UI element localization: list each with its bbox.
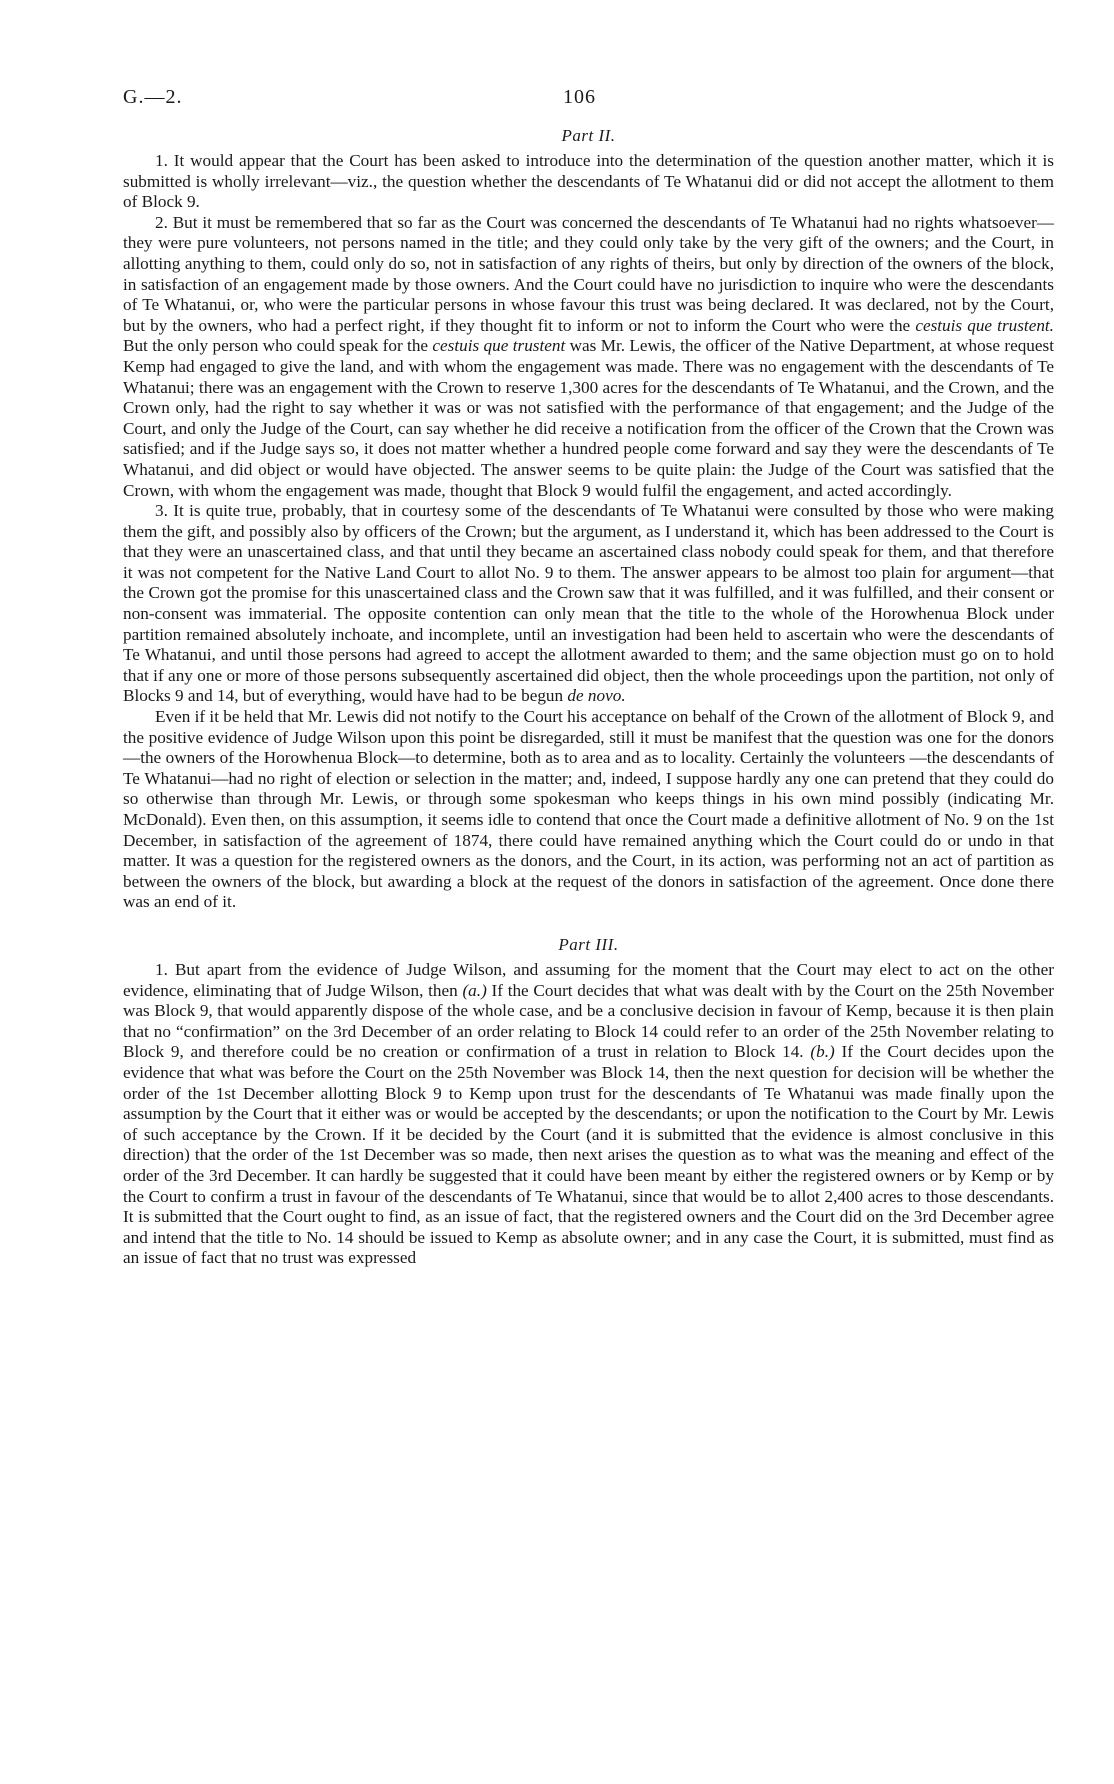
paragraph-text: If the Court decides upon the evidence that what was before the Court on the 25th November was Block 14, then the next question for decision will be whether the order of the 1st December allotting Block 9 to Kemp upon trust for the descendants of Te Whatanui was made finally upon the assumption by the Court that it either was or would be accepted by the descendants; or upon the notification to the Court by Mr. Lewis of such acceptance by the Crown. If it be decided by the Court (and it is submitted that the evidence is almost conclusive in this direction) that the order of the 1st December was so made, then next arises the question as to what was the meaning and effect of the order of the 3rd December. It can hardly be suggested that it could have been meant by either the registered owners or by Kemp or by the Court to confirm a trust in favour of the descendants of Te Whatanui, since that would be to allot 2,400 acres to those descendants. It is submitted that the Court ought to find, as an issue of fact, that the registered owners and the Court did on the 3rd December agree and intend that the title to No. 14 should be issued to Kemp as absolute owner; and in any case the Court, it is submitted, must find as an issue of fact that no trust was expressed	[123, 1042, 1054, 1268]
paragraph-text: But the only person who could speak for the	[123, 336, 433, 356]
part-two-section	[123, 126, 1054, 913]
paragraph-text: was Mr. Lewis, the officer of the Native Department, at whose request Kemp had engaged to give the land, and with whom the engagement was made. There was no engagement with the descendants of Te Whatanui; there was an engagement with the Crown to reserve 1,300 acres for the descendants of Te Whatanui, and the Crown, and the Crown only, had the right to say whether it was or was not satisfied with the performance of that engagement; and the Judge of the Court, and only the Judge of the Court, can say whether he did receive a notification from the officer of the Crown that the Crown was satisfied; and if the Judge says so, it does not matter whether a hundred people come forward and say they were the descendants of Te Whatanui, and did object or would have objected. The answer seems to be quite plain: the Judge of the Court was satisfied that the Crown, with whom the engagement was made, thought that Block 9 would fulfil the engagement, and acted accordingly.	[123, 336, 1054, 500]
part-two-paragraph-3	[123, 501, 1054, 707]
paragraph-text: 2. But it must be remembered that so far as the Court was concerned the descendants of Te Whatanui had no rights whatsoever—they were pure volunteers, not persons named in the title; and they could only take by the very gift of the owners; and the Court, in allotting anything to them, could only do so, not in satisfaction of any rights of theirs, but only by direction of the owners of the block, in satisfaction of an engagement made by those owners. And the Court could have no jurisdiction to inquire who were the descendants of Te Whatanui, or, who were the particular persons in whose favour this trust was being declared. It was declared, not by the Court, but by the owners, who had a perfect right, if they thought fit to inform or not to inform the Court who were the	[123, 212, 1054, 335]
paragraph-text: 3. It is quite true, probably, that in courtesy some of the descendants of Te Whatanui were consulted by those who were making them the gift, and possibly also by officers of the Crown; but the argument, as I understand it, which has been addressed to the Court is that they were an unascertained class, and that until they became an ascertained class nobody could speak for them, and that therefore it was not competent for the Native Land Court to allot No. 9 to them. The answer appears to be almost too plain for argument—that the Crown got the promise for this unascertained class and the Crown saw that it was fulfilled, and it was fulfilled, and their consent or non-consent was immaterial. The opposite contention can only mean that the title to the whole of the Horowhenua Block under partition remained absolutely inchoate, and incomplete, until an investigation had been held to ascertain who were the descendants of Te Whatanui, and until those persons had agreed to accept the allotment awarded to them; and the same objection must go on to hold that if any one or more of those persons subsequently ascertained did object, then the whole proceedings upon the partition, not only of Blocks 9 and 14, but of everything, would have had to be begun	[123, 501, 1054, 706]
part-two-heading: Part II.	[561, 126, 616, 145]
page-header	[123, 86, 1054, 116]
paragraph-text: 1. But apart from the evidence of Judge Wilson, and assuming for the moment that the Court may elect to act on the other evidence, eliminating that of Judge Wilson, then	[123, 959, 1054, 1000]
page-number: 106	[563, 86, 596, 108]
latin-term: de novo.	[567, 686, 626, 706]
part-three-paragraph-1	[123, 960, 1054, 1269]
part-three-heading: Part III.	[558, 934, 619, 954]
part-two-paragraph-1: 1. It would appear that the Court has been asked to introduce into the determination of the question another matter, which it is submitted is wholly irrelevant—viz., the question whether the descendants of Te Whatanui did or did not accept the allotment to them of Block 9.	[123, 151, 1054, 212]
clause-marker: (b.)	[810, 1042, 835, 1062]
latin-term: cestuis que trustent.	[915, 315, 1054, 335]
part-two-paragraph-4: Even if it be held that Mr. Lewis did not notify to the Court his acceptance on behalf of the Crown of the allotment of Block 9, and the positive evidence of Judge Wilson upon this point be disregarded, still it must be manifest that the question was one for the donors—the owners of the Horowhenua Block—to determine, both as to area and as to locality. Certainly the volunteers —the descendants of Te Whatanui—had no right of election or selection in the matter; and, indeed, I suppose hardly any one can pretend that they could do so otherwise than through Mr. Lewis, or through some spokesman who keeps things in his own mind possibly (indicating Mr. McDonald). Even then, on this assumption, it seems idle to contend that once the Court made a definitive allotment of No. 9 on the 1st December, in satisfaction of the agreement of 1874, there could have remained anything which the Court could do or undo in that matter. It was a question for the registered owners as the donors, and the Court, in its action, was performing not an act of partition as between the owners of the block, but awarding a block at the request of the donors in satisfaction of the agreement. Once done there was an end of it.	[123, 707, 1054, 912]
latin-term: cestuis que trustent	[432, 336, 566, 356]
document-reference: G.—2.	[123, 86, 183, 108]
part-two-paragraph-2	[123, 213, 1054, 501]
paragraph-text: If the Court decides that what was dealt with by the Court on the 25th November was Block 9, that would apparently dispose of the whole case, and be a conclusive decision in favour of Kemp, because it is then plain that no “confirmation” on the 3rd December of an order relating to Block 14 could refer to an order of the 25th November relating to Block 9, and therefore could be no creation or confirmation of a trust in relation to Block 14.	[123, 980, 1054, 1062]
clause-marker: (a.)	[462, 980, 487, 1000]
part-three-section	[123, 935, 1054, 1269]
